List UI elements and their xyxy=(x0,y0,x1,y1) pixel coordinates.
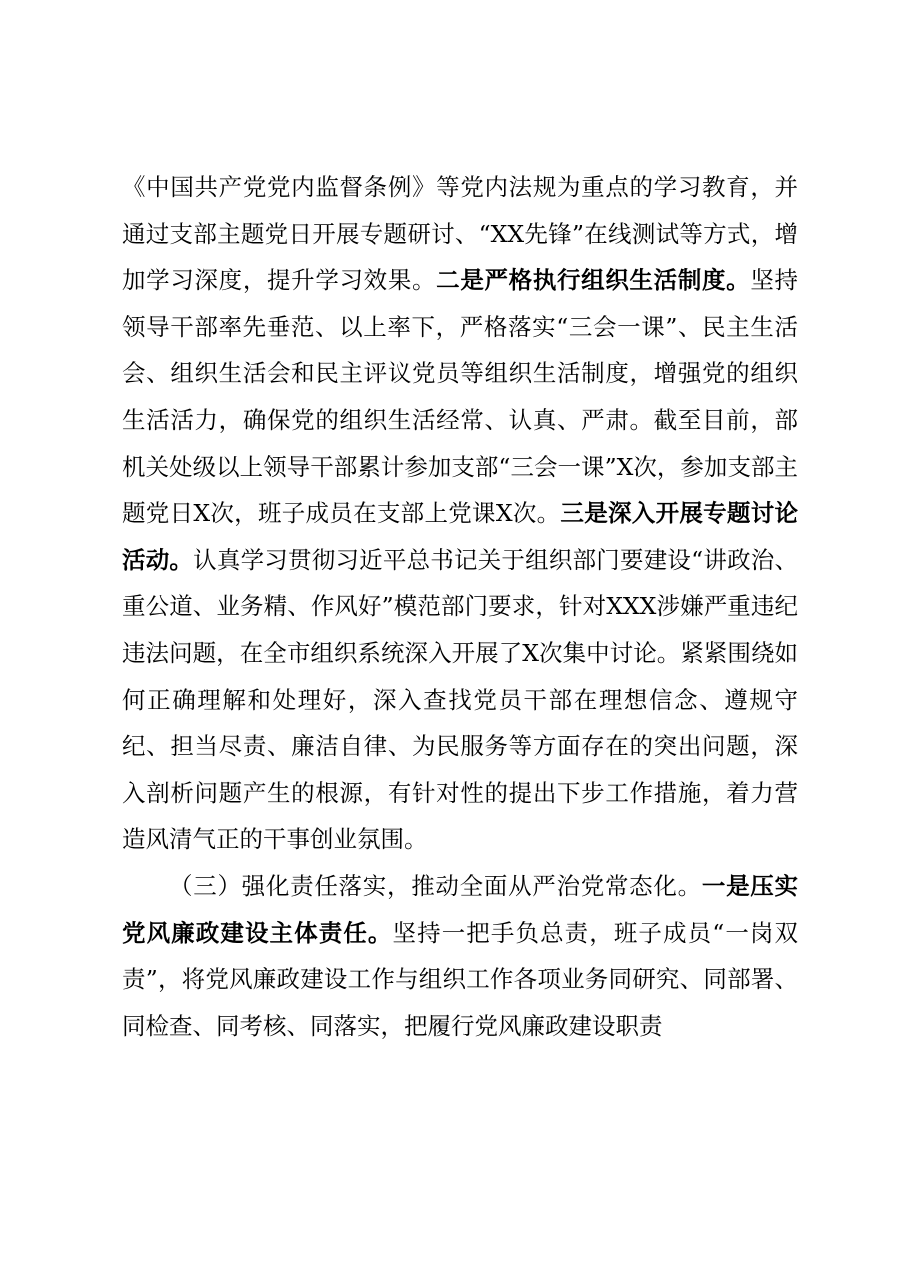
document-body xyxy=(122,164,798,1049)
paragraph-2 xyxy=(122,863,798,1049)
paragraph-1-text-3: 认真学习贯彻习近平总书记关于组织部门要建设“讲政治、重公道、业务精、作风好”模范部门要求，针对XXX涉嫌严重违纪违法问题，在全市组织系统深入开展了X次集中讨论。紧紧围绕如何正确理解和处理好，深入查找党员干部在理想信念、遵规守纪、担当尽责、廉洁自律、为民服务等方面存在的突出问题，深入剖析问题产生的根源，有针对性的提出下步工作措施，着力营造风清气正的干事创业氛围。 xyxy=(122,545,799,854)
section-heading: （三）强化责任落实，推动全面从严治党常态化。 xyxy=(169,871,702,900)
paragraph-2-text-1: 坚持一把手负总责，班子成员“一岗双责”，将党风廉政建设工作与组织工作各项业务同研究、同部署、同检查、同考核、同落实，把履行党风廉政建设职责 xyxy=(122,918,799,1040)
paragraph-1-heading-2: 二是严格执行组织生活制度。 xyxy=(436,266,751,295)
paragraph-1-text-2: 坚持领导干部率先垂范、以上率下，严格落实“三会一课”、民主生活会、组织生活会和民主评议党员等组织生活制度，增强党的组织生活活力，确保党的组织生活经常、认真、严肃。截至目前，部机关处级以上领导干部累计参加支部“三会一课”X次，参加支部主题党日X次，班子成员在支部上党课X次。 xyxy=(122,266,799,528)
paragraph-1 xyxy=(122,164,798,863)
paragraph-2-heading-1: 一是压实党风廉政建设主体责任。 xyxy=(122,871,799,947)
paragraph-1-heading-3: 三是深入开展专题讨论活动。 xyxy=(122,499,799,574)
paragraph-1-text-1: 《中国共产党党内监督条例》等党内法规为重点的学习教育，并通过支部主题党日开展专题研讨、“XX先锋”在线测试等方式，增加学习深度，提升学习效果。 xyxy=(122,173,798,295)
